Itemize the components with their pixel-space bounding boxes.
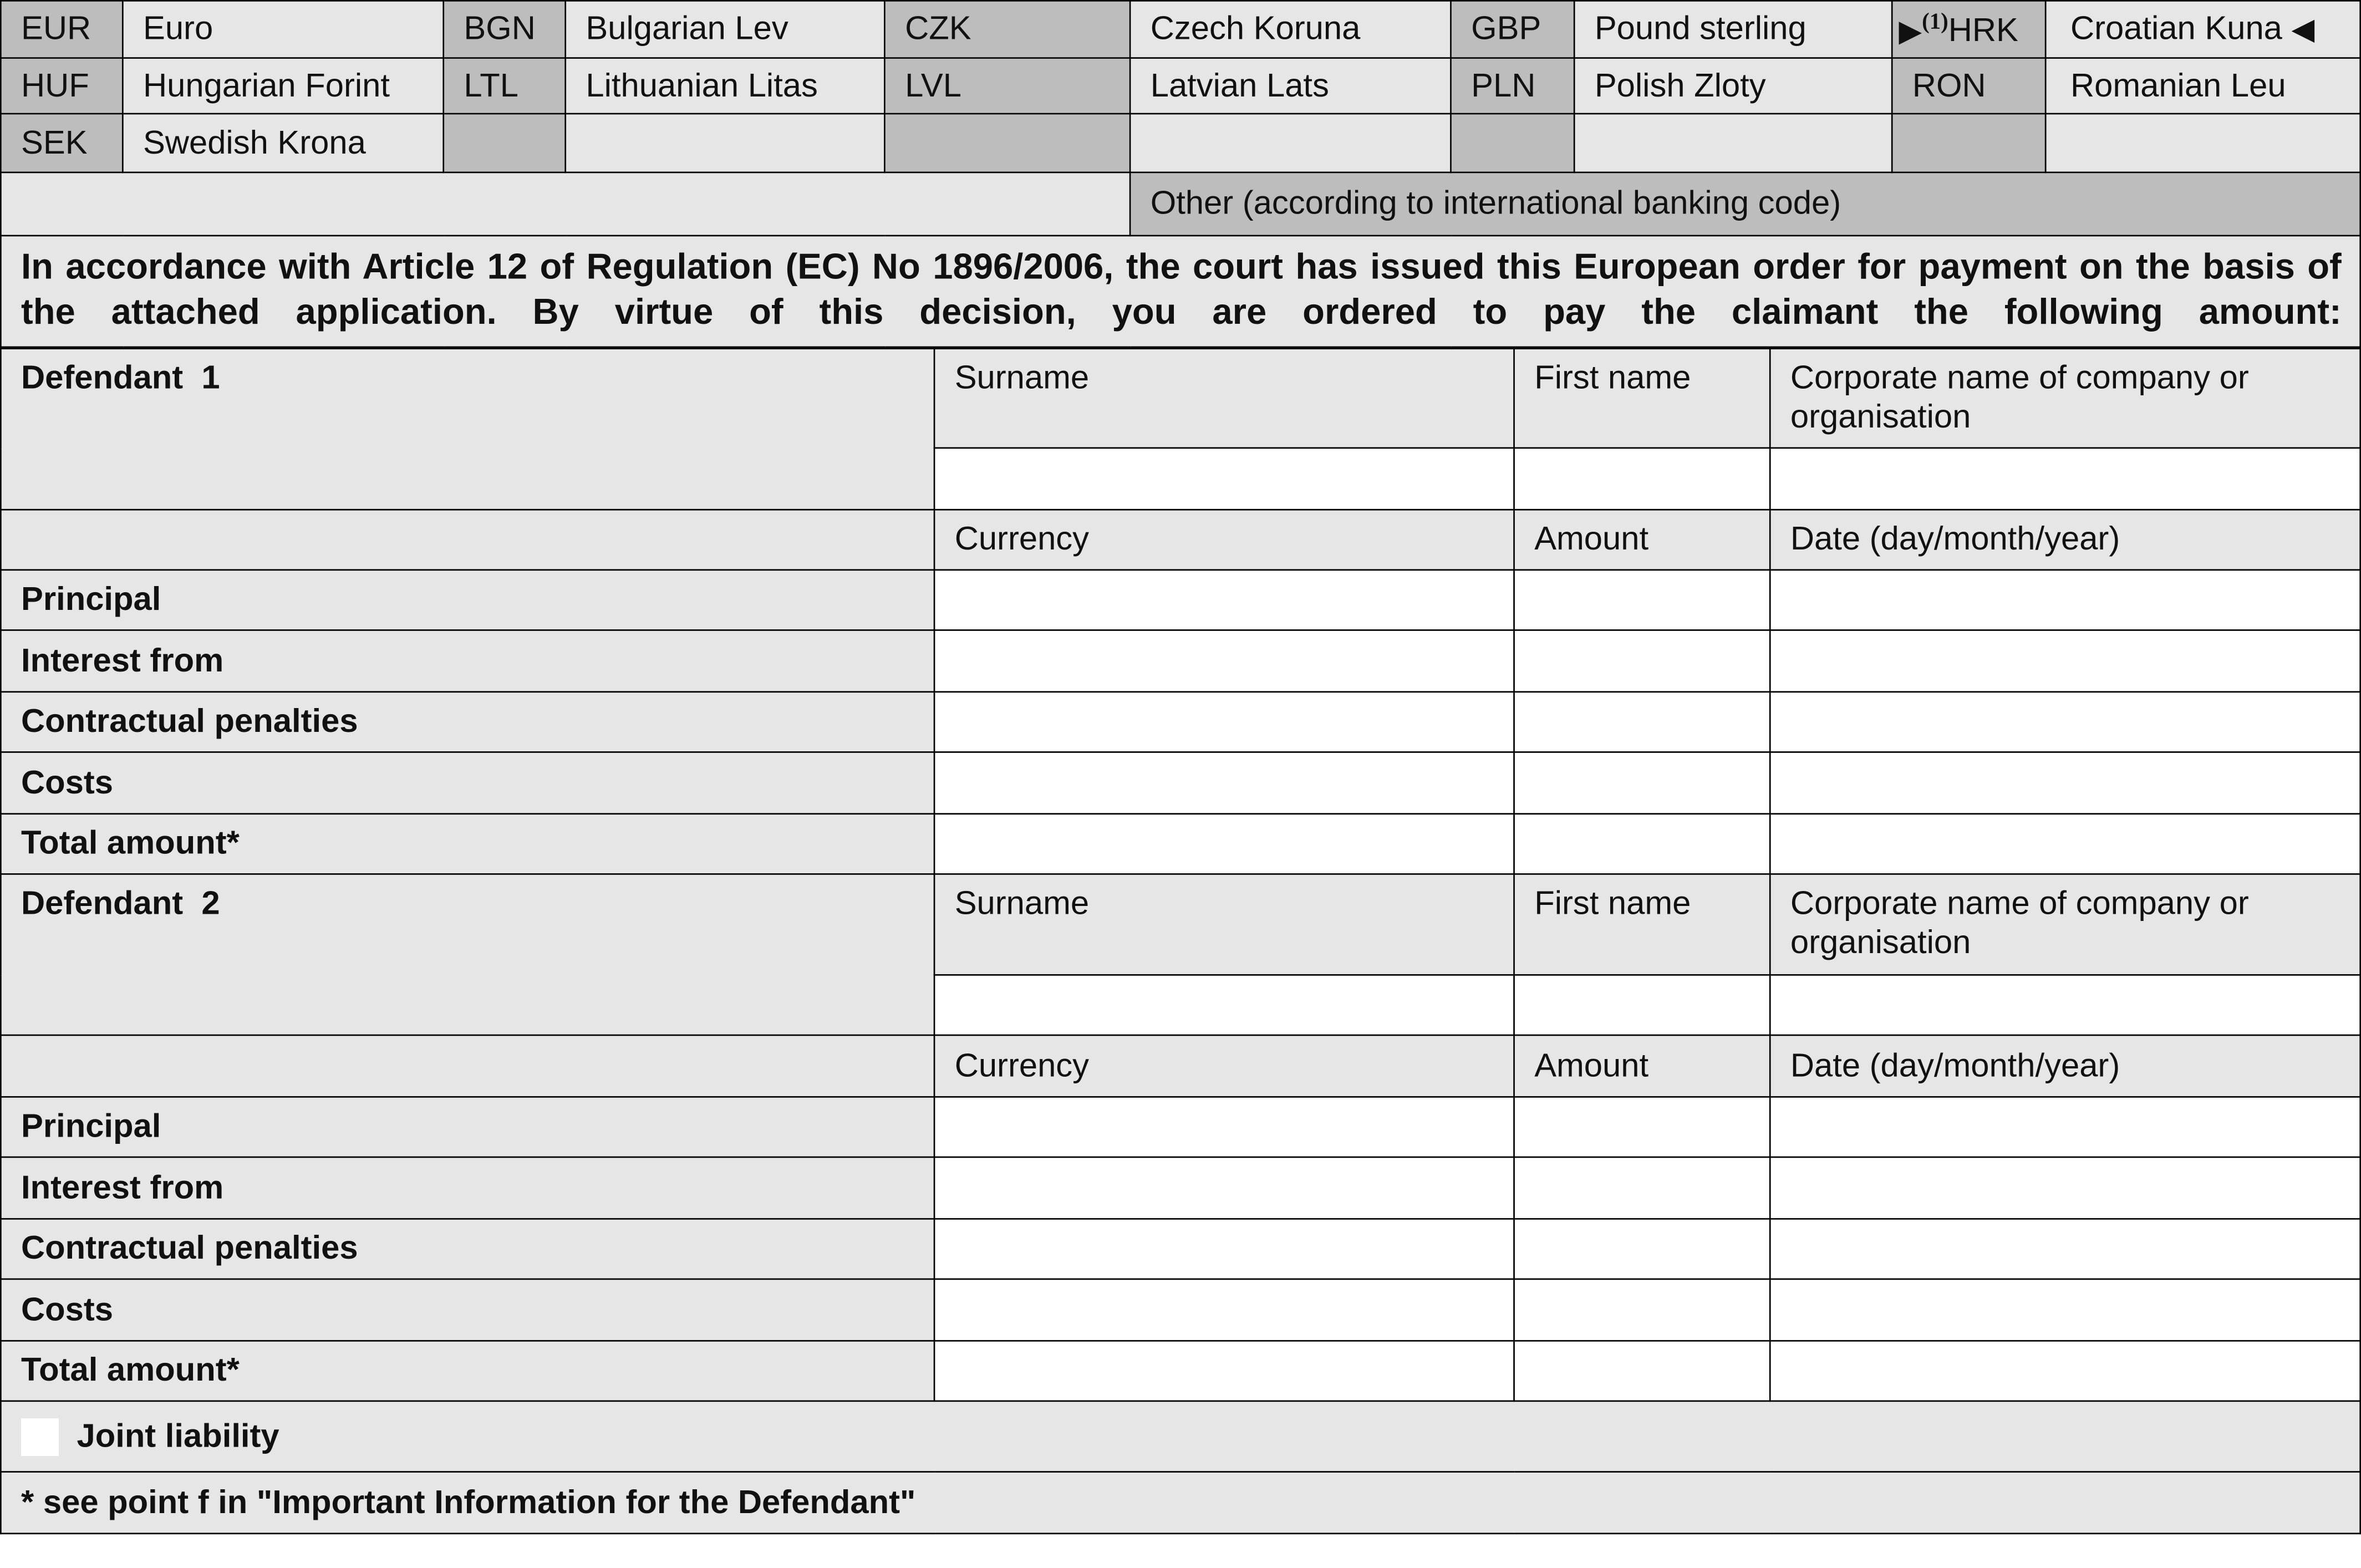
surname-header: Surname	[934, 874, 1514, 975]
contractual-penalties-label: Contractual penalties	[1, 692, 934, 752]
defendant-label: Defendant	[21, 884, 184, 922]
empty-name-cell	[566, 114, 885, 172]
currency-code-gbp: GBP	[1451, 1, 1574, 58]
date-field[interactable]	[1770, 752, 2360, 813]
defendant-1-label-cell	[1, 349, 934, 510]
currency-name-czk: Czech Koruna	[1130, 1, 1451, 58]
defendant-1-penalties-row	[1, 692, 2360, 752]
amount-field[interactable]	[1514, 752, 1770, 813]
footnote-text: * see point f in "Important Information for the Defendant"	[1, 1472, 2360, 1533]
total-amount-label: Total amount*	[1, 1341, 934, 1401]
principal-label: Principal	[1, 1097, 934, 1157]
interest-from-label: Interest from	[1, 630, 934, 691]
interest-from-label: Interest from	[1, 1157, 934, 1219]
total-amount-label: Total amount*	[1, 814, 934, 874]
date-field[interactable]	[1770, 1157, 2360, 1219]
amount-field[interactable]	[1514, 692, 1770, 752]
form-table	[0, 0, 2361, 348]
amount-field[interactable]	[1514, 1279, 1770, 1341]
defendant-2-corporate-name-field[interactable]	[1770, 975, 2360, 1035]
currency-code-czk: CZK	[884, 1, 1130, 58]
empty-name-cell	[2045, 114, 2360, 172]
other-currency-blank	[1, 172, 1130, 236]
date-field[interactable]	[1770, 630, 2360, 691]
principal-label: Principal	[1, 570, 934, 630]
footnote-ref: (1)	[1922, 10, 1948, 34]
currency-name-bgn: Bulgarian Lev	[566, 1, 885, 58]
currency-code-sek: SEK	[1, 114, 123, 172]
amendment-start-marker: ▶	[1899, 15, 1922, 48]
corporate-name-header: Corporate name of company or organisation	[1770, 349, 2360, 448]
defendant-2-name-header-row	[1, 874, 2360, 975]
defendant-number: 1	[201, 358, 220, 396]
currency-name-lvl: Latvian Lats	[1130, 58, 1451, 114]
defendant-2-interest-row	[1, 1157, 2360, 1219]
defendant-2-label-cell	[1, 874, 934, 1035]
footnote-row	[1, 1472, 2360, 1533]
date-header: Date (day/month/year)	[1770, 510, 2360, 570]
currency-field[interactable]	[934, 814, 1514, 874]
defendant-2-total-row	[1, 1341, 2360, 1401]
other-currency-label: Other (according to international banking code)	[1130, 172, 2360, 236]
empty-code-cell	[884, 114, 1130, 172]
joint-liability-checkbox[interactable]	[21, 1419, 59, 1457]
first-name-header: First name	[1514, 349, 1770, 448]
defendant-number: 2	[201, 884, 220, 922]
date-field[interactable]	[1770, 1097, 2360, 1157]
defendant-1-name-header-row	[1, 349, 2360, 448]
defendant-1-amount-header-row	[1, 510, 2360, 570]
blank-header-cell	[1, 1035, 934, 1097]
currency-name-huf: Hungarian Forint	[123, 58, 443, 114]
currency-field[interactable]	[934, 630, 1514, 691]
currency-field[interactable]	[934, 1219, 1514, 1279]
date-field[interactable]	[1770, 570, 2360, 630]
currency-code-bgn: BGN	[444, 1, 566, 58]
currency-name-hrk: Croatian Kuna	[2070, 9, 2282, 47]
empty-name-cell	[1574, 114, 1892, 172]
amount-field[interactable]	[1514, 570, 1770, 630]
defendant-2-costs-row	[1, 1279, 2360, 1341]
corporate-name-header: Corporate name of company or organisation	[1770, 874, 2360, 975]
currency-code-hrk-cell	[1892, 1, 2045, 58]
amount-field[interactable]	[1514, 1157, 1770, 1219]
date-field[interactable]	[1770, 692, 2360, 752]
defendant-2-amount-header-row	[1, 1035, 2360, 1097]
other-currency-row	[1, 172, 2360, 236]
defendant-1-total-row	[1, 814, 2360, 874]
defendant-1-interest-row	[1, 630, 2360, 691]
amount-header: Amount	[1514, 1035, 1770, 1097]
currency-field[interactable]	[934, 1097, 1514, 1157]
defendant-1-corporate-name-field[interactable]	[1770, 448, 2360, 510]
amount-field[interactable]	[1514, 630, 1770, 691]
intro-row	[1, 236, 2360, 347]
amendment-end-marker: ◀	[2291, 14, 2315, 47]
date-field[interactable]	[1770, 1219, 2360, 1279]
currency-name-hrk-cell	[2045, 1, 2360, 58]
currency-code-ron: RON	[1892, 58, 2045, 114]
empty-code-cell	[1451, 114, 1574, 172]
date-field[interactable]	[1770, 1279, 2360, 1341]
currency-row-2	[1, 58, 2360, 114]
defendant-label: Defendant	[21, 358, 184, 396]
defendant-1-surname-field[interactable]	[934, 448, 1514, 510]
joint-liability-cell	[1, 1401, 2360, 1472]
currency-name-gbp: Pound sterling	[1574, 1, 1892, 58]
defendant-1-first-name-field[interactable]	[1514, 448, 1770, 510]
defendant-2-principal-row	[1, 1097, 2360, 1157]
date-field[interactable]	[1770, 1341, 2360, 1401]
defendant-2-surname-field[interactable]	[934, 975, 1514, 1035]
currency-code-hrk: HRK	[1948, 10, 2018, 48]
contractual-penalties-label: Contractual penalties	[1, 1219, 934, 1279]
currency-field[interactable]	[934, 1279, 1514, 1341]
date-field[interactable]	[1770, 814, 2360, 874]
currency-field[interactable]	[934, 752, 1514, 813]
currency-name-pln: Polish Zloty	[1574, 58, 1892, 114]
costs-label: Costs	[1, 1279, 934, 1341]
defendants-table	[0, 348, 2361, 1534]
currency-name-sek: Swedish Krona	[123, 114, 443, 172]
amount-field[interactable]	[1514, 1341, 1770, 1401]
amount-field[interactable]	[1514, 814, 1770, 874]
empty-code-cell	[1892, 114, 2045, 172]
empty-code-cell	[444, 114, 566, 172]
currency-field[interactable]	[934, 1341, 1514, 1401]
date-header: Date (day/month/year)	[1770, 1035, 2360, 1097]
surname-header: Surname	[934, 349, 1514, 448]
defendant-1-principal-row	[1, 570, 2360, 630]
order-intro-text: In accordance with Article 12 of Regulation (EC) No 1896/2006, the court has issued this European order for payment on the basis of the attached application. By virtue of this decision, you are ordered to pay the claimant the following amount:	[1, 236, 2360, 347]
amount-header: Amount	[1514, 510, 1770, 570]
defendant-1-costs-row	[1, 752, 2360, 813]
currency-name-ltl: Lithuanian Litas	[566, 58, 885, 114]
currency-code-eur: EUR	[1, 1, 123, 58]
currency-field[interactable]	[934, 570, 1514, 630]
currency-name-eur: Euro	[123, 1, 443, 58]
blank-header-cell	[1, 510, 934, 570]
defendant-2-penalties-row	[1, 1219, 2360, 1279]
currency-code-lvl: LVL	[884, 58, 1130, 114]
currency-code-ltl: LTL	[444, 58, 566, 114]
currency-name-ron: Romanian Leu	[2045, 58, 2360, 114]
empty-name-cell	[1130, 114, 1451, 172]
currency-header: Currency	[934, 1035, 1514, 1097]
joint-liability-row	[1, 1401, 2360, 1472]
currency-field[interactable]	[934, 692, 1514, 752]
currency-header: Currency	[934, 510, 1514, 570]
amount-field[interactable]	[1514, 1097, 1770, 1157]
currency-code-huf: HUF	[1, 58, 123, 114]
amount-field[interactable]	[1514, 1219, 1770, 1279]
costs-label: Costs	[1, 752, 934, 813]
currency-code-pln: PLN	[1451, 58, 1574, 114]
currency-row-1	[1, 1, 2360, 58]
defendant-2-first-name-field[interactable]	[1514, 975, 1770, 1035]
joint-liability-label: Joint liability	[77, 1416, 279, 1454]
currency-field[interactable]	[934, 1157, 1514, 1219]
first-name-header: First name	[1514, 874, 1770, 975]
currency-row-3	[1, 114, 2360, 172]
